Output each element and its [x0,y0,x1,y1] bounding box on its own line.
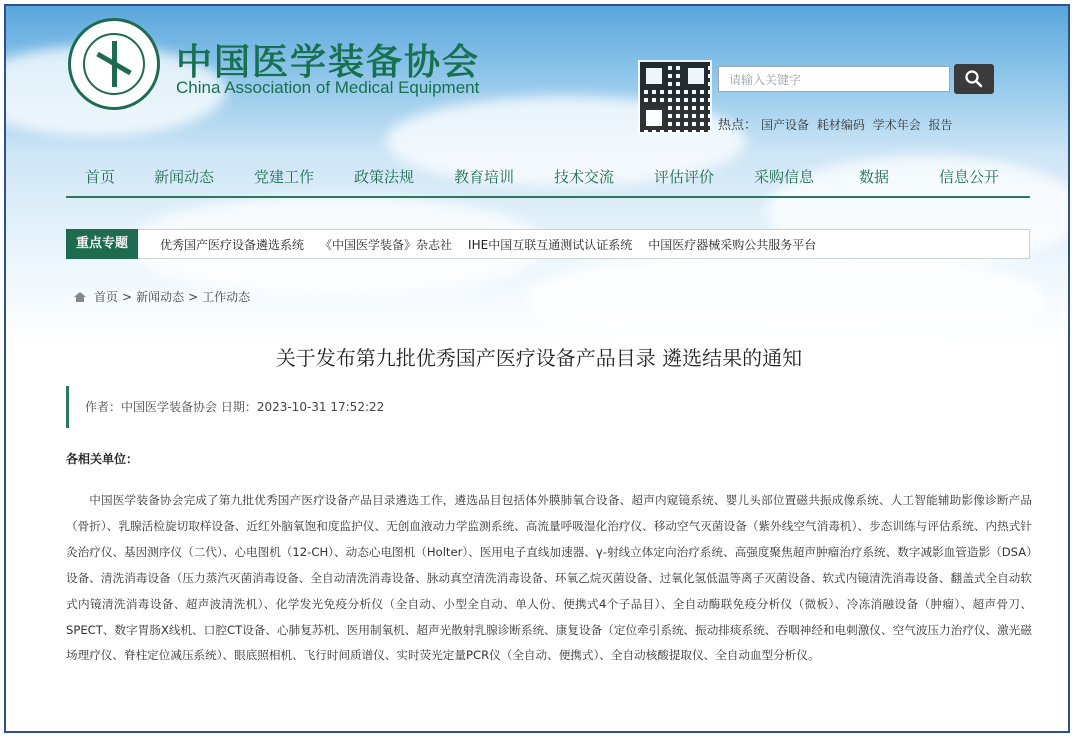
hot-link[interactable]: 耗材编码 [816,118,865,132]
hot-topics [718,114,953,133]
article-meta: 作者：中国医学装备协会 日期：2023-10-31 17:52:22 [66,386,1030,428]
logo-emblem-icon [83,33,145,95]
hot-link[interactable]: 国产设备 [761,118,810,132]
article-body: 中国医学装备协会完成了第九批优秀国产医疗设备产品目录遴选工作，遴选品目包括体外膜肺氧合设备、超声内窥镜系统、婴儿头部位置磁共振成像系统、人工智能辅助影像诊断产品（骨折）、乳腺活检旋切取样设备、近红外脑氧饱和度监护仪、无创血液动力学监测系统、高流量呼吸湿化治疗仪、移动空气灭菌设备（紫外线空气消毒机）、步态训练与评估系统、内热式针灸治疗仪、基因测序仪（二代）、心电图机（12-CH）、动态心电图机（Holter）、医用电子直线加速器、γ-射线立体定向治疗系统、高强度聚焦超声肿瘤治疗系统、数字减影血管造影（DSA）设备、清洗消毒设备（压力蒸汽灭菌消毒设备、全自动清洗消毒设备、脉动真空清洗消毒设备、环氧乙烷灭菌设备、过氧化氢低温等离子灭菌设备、软式内镜清洗消毒设备、翻盖式全自动软式内镜清洗消毒设备、超声波清洗机）、化学发光免疫分析仪（全自动、小型全自动、单人份、便携式4个子品目）、全自动酶联免疫分析仪（微板）、冷冻消融设备（肿瘤）、超声骨刀、SPECT、数字胃肠X线机、口腔CT设备、心肺复苏机、医用制氧机、超声光散射乳腺诊断系统、康复设备（定位牵引系统、振动排痰系统、吞咽神经和电刺激仪、空气波压力治疗仪、激光磁场理疗仪、脊柱定位减压系统）、眼底照相机、飞行时间质谱仪、实时荧光定量PCR仪（全自动、便携式）、全自动核酸提取仪、全自动血型分析仪。 [66,493,1032,663]
page-frame [4,4,1070,733]
key-topics-bar [66,229,1030,259]
breadcrumb-separator: > [188,289,199,304]
nav-item-procurement[interactable]: 采购信息 [753,167,814,186]
nav-item-tech[interactable]: 技术交流 [553,167,614,186]
topic-link[interactable]: 优秀国产医疗设备遴选系统 [160,237,305,252]
search-button[interactable] [954,64,994,94]
hot-label: 热点： [718,118,758,133]
topic-link[interactable]: IHE中国互联互通测试认证系统 [468,237,633,252]
topic-link[interactable]: 中国医疗器械采购公共服务平台 [648,237,817,252]
nav-item-data[interactable]: 数据 [858,167,889,186]
breadcrumb-home[interactable]: 首页 [94,290,119,304]
hot-link[interactable]: 学术年会 [872,118,921,132]
main-nav [66,156,1030,198]
nav-item-disclosure[interactable]: 信息公开 [938,167,999,186]
breadcrumb [74,288,250,305]
qr-finder [684,64,708,88]
article-title: 关于发布第九批优秀国产医疗设备产品目录 遴选结果的通知 [275,346,803,370]
nav-item-evaluation[interactable]: 评估评价 [653,167,714,186]
nav-item-education[interactable]: 教育培训 [453,167,514,186]
breadcrumb-separator: > [122,289,133,304]
nav-item-news[interactable]: 新闻动态 [153,167,214,186]
topics-label: 重点专题 [66,229,138,259]
association-logo[interactable] [68,18,160,110]
breadcrumb-work[interactable]: 工作动态 [202,290,251,304]
nav-item-party[interactable]: 党建工作 [253,167,314,186]
home-icon [74,292,86,302]
org-name-cn[interactable]: 中国医学装备协会 [176,42,481,83]
nav-item-home[interactable]: 首页 [84,167,115,186]
qr-finder [642,106,666,130]
hot-link[interactable]: 报告 [928,118,953,132]
article-greeting: 各相关单位： [66,452,139,466]
org-name-en[interactable]: China Association of Medical Equipment [176,78,480,97]
search-icon [964,69,984,89]
qr-finder [642,64,666,88]
breadcrumb-news[interactable]: 新闻动态 [136,290,185,304]
nav-item-policy[interactable]: 政策法规 [353,167,414,186]
search-input[interactable]: 请输入关键字 [718,66,950,92]
topic-link[interactable]: 《中国医学装备》杂志社 [320,237,453,252]
qr-code [638,60,712,134]
